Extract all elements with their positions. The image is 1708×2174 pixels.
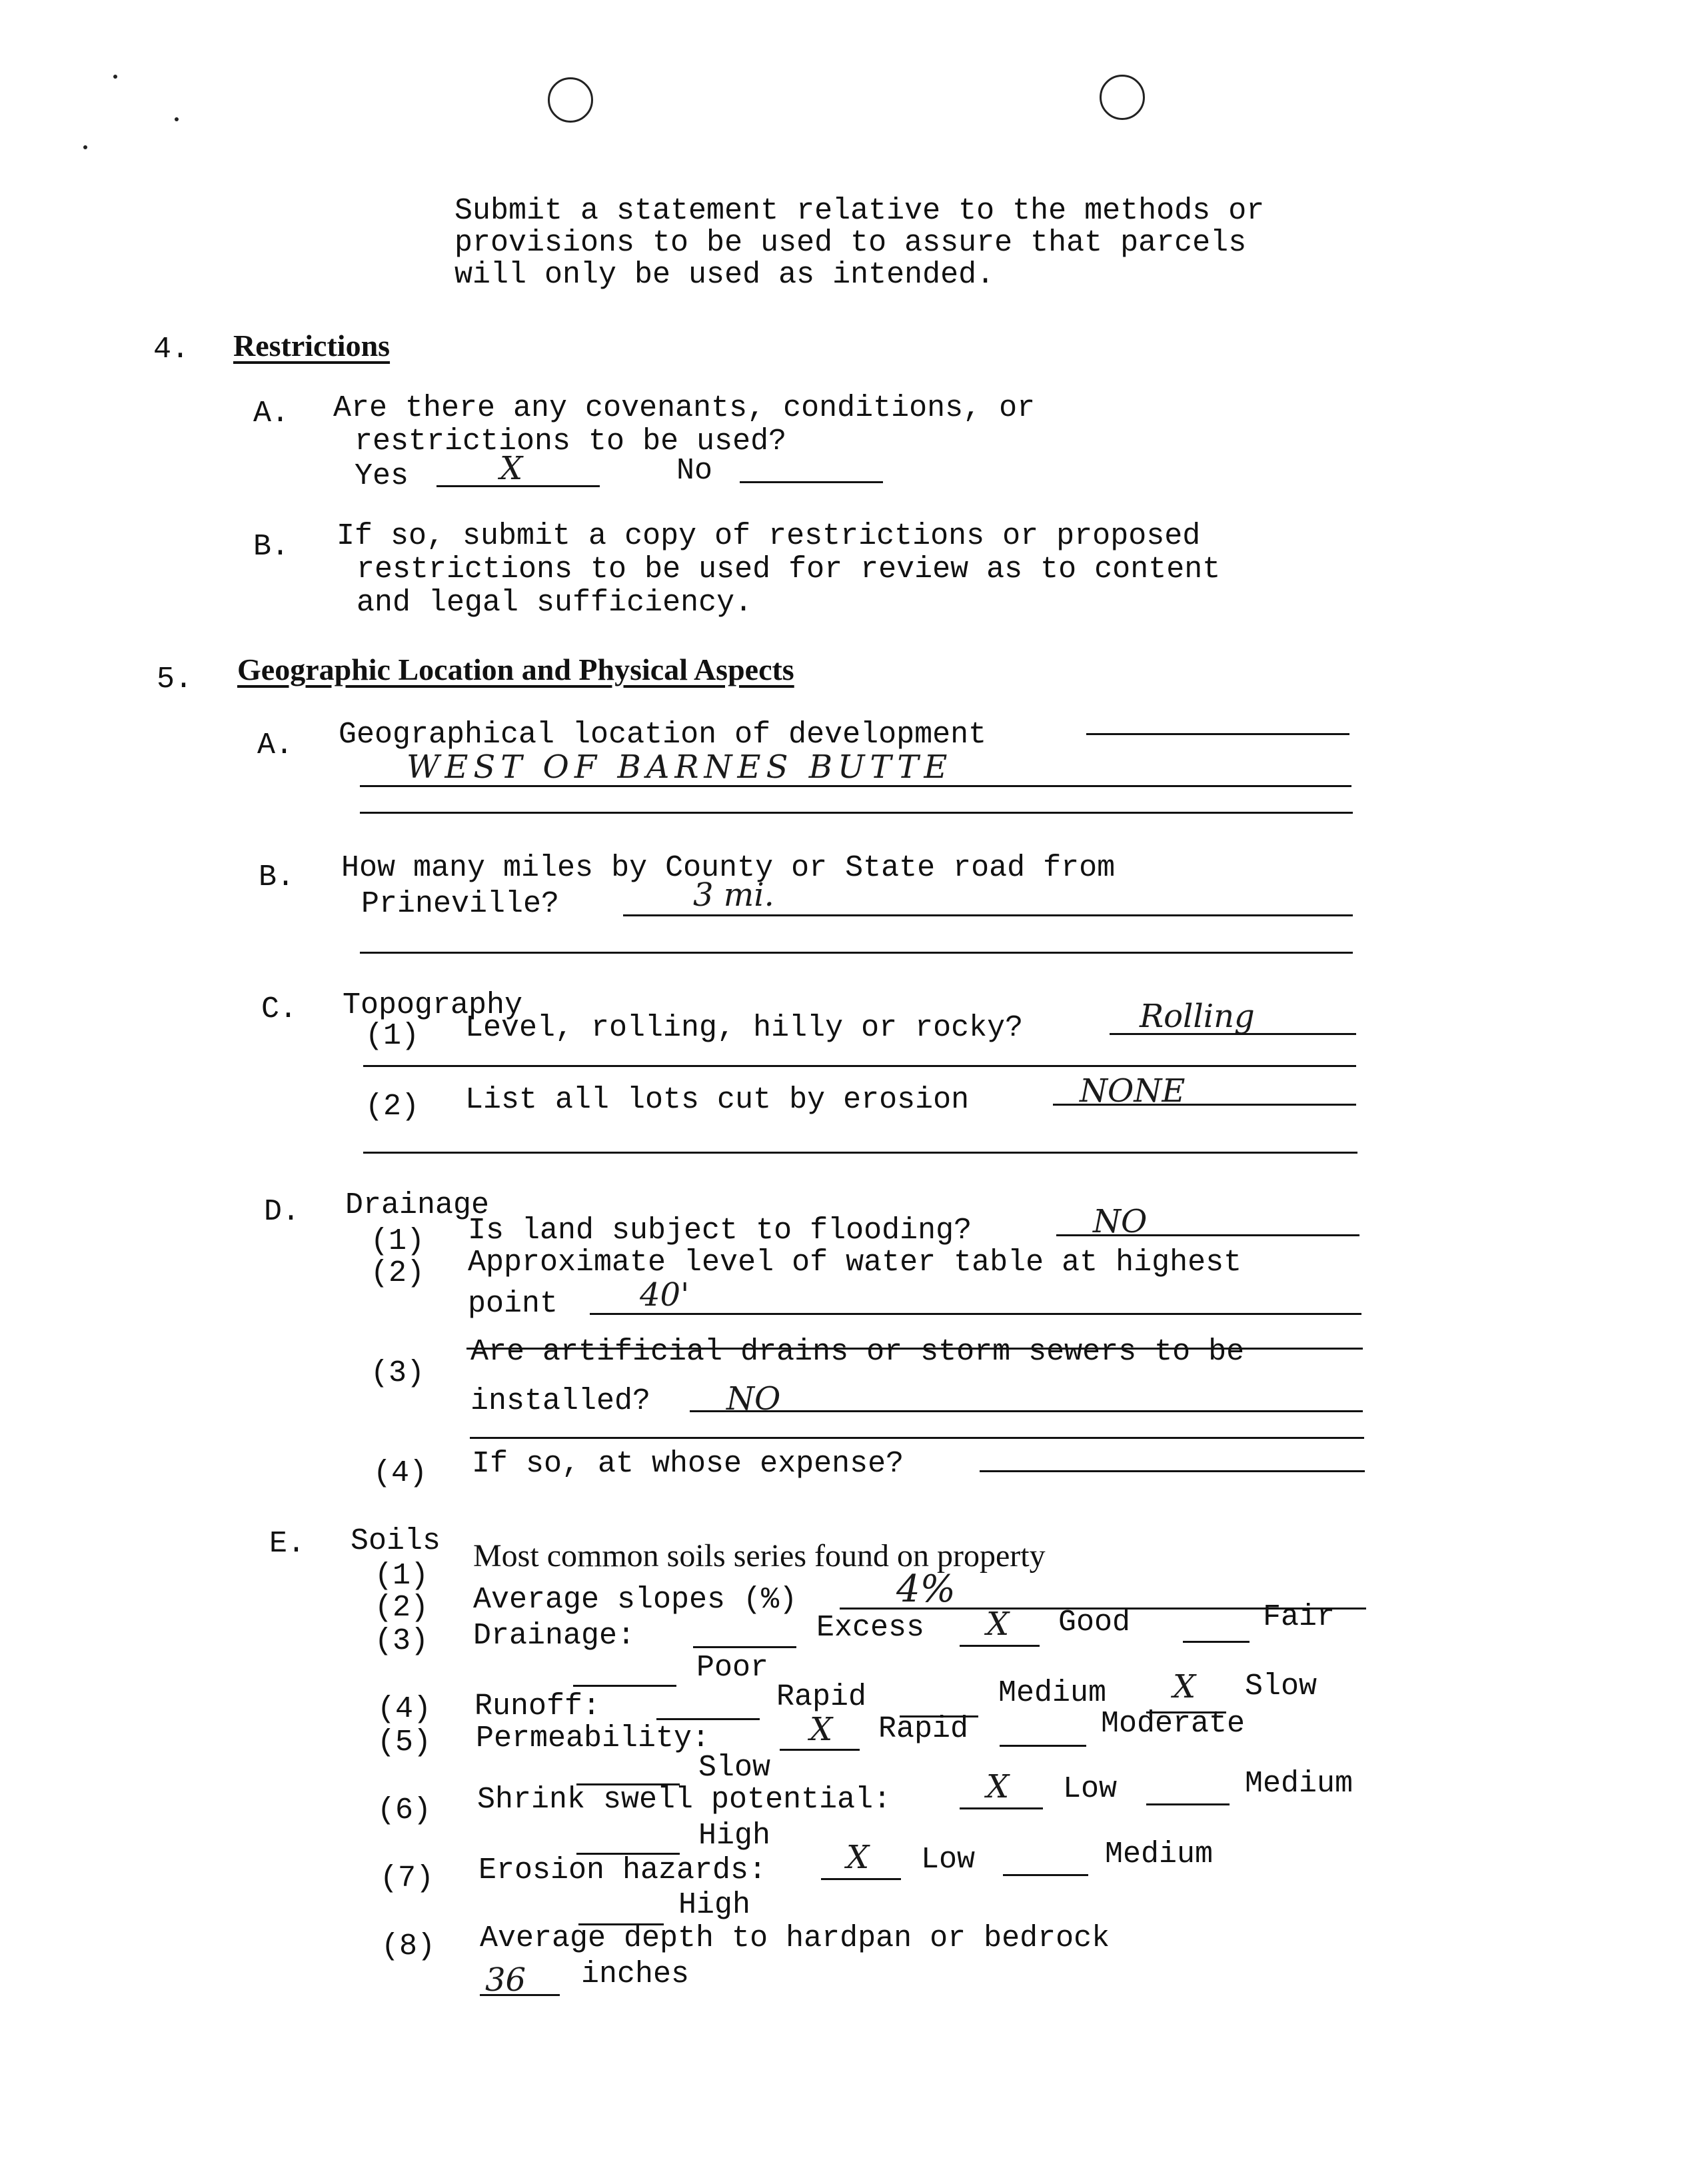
s5-c-a2: NONE [1080,1072,1186,1110]
s5-c-q2-num: (2) [365,1090,420,1124]
s5-b-letter: B. [259,860,295,894]
s5-d-q1-num: (1) [371,1224,425,1258]
s5-e-slow-mark: X [1173,1668,1196,1705]
s5-e-excess: Excess [816,1611,925,1645]
s5-e-a8: 36 [485,1961,526,1999]
s5-d-a2: 40' [640,1276,690,1314]
s5-e-q2-num: (2) [375,1591,429,1625]
s5-c-q1: Level, rolling, hilly or rocky? [465,1011,1024,1045]
s5-a-line-1 [1086,733,1349,735]
s5-e-rapid-mark: X [810,1711,833,1748]
s5-e-poor: Poor [696,1651,769,1685]
s5-e-q7-num: (7) [380,1861,434,1895]
s5-d-a1: NO [1093,1203,1148,1240]
s5-c-q2: List all lots cut by erosion [465,1083,970,1117]
s5-e-e-low-mark: X [846,1839,870,1876]
s5-d-q4-num: (4) [373,1456,428,1490]
s5-c-letter: C. [261,992,298,1026]
s5-d-q2-num: (2) [371,1256,425,1290]
s5-a-question: Geographical location of development [339,718,987,752]
s5-d-title: Drainage [345,1188,490,1222]
s5-e-drainage-excess-line [693,1646,796,1648]
s4-a-yes-label: Yes [355,459,409,493]
s5-b-line-2: Prineville? [361,887,560,921]
s5-c-line-3 [363,1152,1357,1154]
s5-b-answer: 3 mi. [693,876,774,914]
s5-b-line-2-fill [360,952,1353,954]
s5-e-runoff-rapid-line [656,1718,760,1720]
s5-e-q5: Permeability: [476,1721,710,1755]
s5-e-shrink-low-line [960,1807,1043,1809]
s5-e-perm-moderate-line [1000,1745,1086,1747]
s5-e-rapid: Rapid [776,1680,867,1714]
s5-e-low: Low [1063,1772,1118,1806]
s5-e-title: Soils [351,1524,441,1558]
intro-line-1: Submit a statement relative to the methods or [454,194,1265,228]
s5-e-high: High [698,1819,771,1853]
s5-d-q3-num: (3) [371,1356,425,1390]
s5-e-moderate: Moderate [1101,1707,1246,1741]
s5-c-title: Topography [343,988,523,1022]
s5-d-q4-line [980,1470,1365,1472]
s5-c-line-2 [363,1065,1356,1067]
s5-e-q8: Average depth to hardpan or bedrock [480,1921,1110,1955]
s5-d-letter: D. [264,1195,301,1229]
s5-d-q1: Is land subject to flooding? [468,1214,972,1248]
s5-e-letter: E. [269,1527,306,1561]
s5-e-low-mark: X [986,1768,1010,1805]
s5-e-erosion-medium-line [1003,1874,1088,1876]
section-5-number: 5. [157,662,193,696]
punch-hole-right [1100,75,1145,120]
intro-line-2: provisions to be used to assure that parcels [454,226,1247,260]
s5-e-q1-num: (1) [375,1559,429,1593]
s5-a-letter: A. [257,728,294,762]
s5-e-q8-num: (8) [381,1929,436,1963]
s5-e-q3-num: (3) [375,1624,429,1658]
s4-a-yes-mark: X [500,450,523,487]
s4-b-line-1: If so, submit a copy of restrictions or proposed [337,519,1201,553]
s5-d-q2-line [590,1313,1361,1315]
s4-a-letter: A. [253,397,290,431]
s5-a-answer: WEST OF BARNES BUTTE [407,748,953,786]
s5-e-e-high: High [678,1888,751,1922]
s5-e-q4-num: (4) [377,1692,432,1726]
s5-e-drainage-good-line [960,1645,1040,1647]
s5-e-a2: 4% [896,1568,956,1611]
s5-e-slow: Slow [1245,1669,1317,1703]
s5-e-fair: Fair [1263,1600,1335,1634]
s5-e-q4: Runoff: [474,1689,601,1723]
s4-b-line-2: restrictions to be used for review as to content [357,552,1221,586]
s5-e-q7: Erosion hazards: [478,1853,767,1887]
s5-a-line-2 [360,785,1351,787]
s5-e-e-low: Low [921,1843,976,1877]
s5-d-q2-line-2: point [468,1287,558,1321]
s5-a-line-3 [360,812,1353,814]
s4-a-no-label: No [676,454,713,488]
s5-e-inches: inches [581,1957,690,1991]
s4-a-line-1: Are there any covenants, conditions, or [333,391,1036,425]
s5-e-q1: Most common soils series found on property [473,1538,1046,1574]
s5-b-line-1: How many miles by County or State road from [341,851,1116,885]
s5-c-q1-num: (1) [365,1019,420,1053]
s5-e-perm-rapid-line [780,1749,860,1751]
s5-e-drainage-poor-line [573,1685,676,1687]
s5-e-good-mark: X [986,1606,1010,1643]
s5-b-line-1-fill [623,914,1353,916]
s5-e-e-medium: Medium [1105,1837,1214,1871]
s5-e-q6: Shrink swell potential: [477,1783,892,1817]
speck [175,117,179,121]
s5-e-p-slow: Slow [698,1751,771,1785]
s5-e-drainage-fair-line [1183,1641,1250,1643]
s5-e-p-rapid: Rapid [878,1712,969,1746]
section-4-title: Restrictions [233,329,391,363]
s4-b-line-3: and legal sufficiency. [357,586,753,620]
s5-e-good: Good [1058,1606,1131,1639]
section-4-number: 4. [153,333,190,367]
s5-d-q3-line-b [470,1437,1364,1439]
s5-e-erosion-low-line [821,1878,901,1880]
s4-a-no-line [740,481,883,483]
s5-d-q2-line-1: Approximate level of water table at highest [468,1246,1242,1280]
s5-d-q3-line-1: Are artificial drains or storm sewers to be [470,1335,1245,1369]
s5-e-q3: Drainage: [473,1619,636,1653]
s5-e-q6-num: (6) [377,1793,432,1827]
intro-line-3: will only be used as intended. [454,258,995,292]
s5-e-shrink-medium-line [1146,1803,1230,1805]
s5-c-a1: Rolling [1140,998,1255,1035]
s5-d-a3: NO [726,1380,781,1418]
s4-b-letter: B. [253,530,290,564]
s5-e-medium: Medium [998,1676,1107,1710]
punch-hole-left [548,77,593,123]
speck [83,145,87,149]
s5-d-q3-line-2: installed? [470,1384,651,1418]
s5-d-q4: If so, at whose expense? [472,1447,904,1481]
s5-e-q2: Average slopes (%) [473,1583,798,1617]
section-5-title: Geographic Location and Physical Aspects [237,652,794,686]
speck [113,75,117,79]
s4-a-line-2: restrictions to be used? [355,425,787,459]
s5-e-s-medium: Medium [1245,1767,1353,1801]
s5-d-q3-line [690,1410,1363,1412]
s5-e-q5-num: (5) [377,1725,432,1759]
